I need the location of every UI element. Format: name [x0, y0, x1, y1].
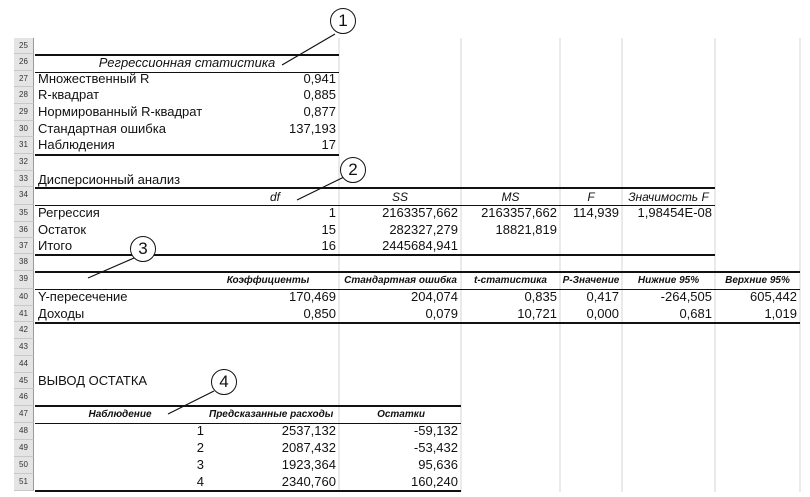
row-header[interactable]: 49 — [14, 440, 34, 457]
callout-4: 4 — [211, 369, 237, 395]
callout-3-leader — [88, 258, 134, 278]
regstat-label: Наблюдения — [38, 137, 115, 152]
resid-obs: 4 — [196, 474, 204, 489]
callout-3: 3 — [130, 236, 156, 262]
row-header[interactable]: 25 — [14, 38, 34, 54]
anova-ss: 2445684,941 — [382, 238, 458, 253]
anova-row-label: Регрессия — [38, 205, 100, 220]
coef-header: Нижние 95% — [637, 275, 700, 286]
regstat-value: 137,193 — [289, 121, 336, 136]
coef-value: 170,469 — [289, 289, 336, 304]
anova-header-ms: MS — [501, 190, 520, 204]
row-header[interactable]: 26 — [14, 54, 34, 71]
coef-value: 0,079 — [425, 306, 458, 321]
anova-row-label: Остаток — [38, 222, 87, 237]
resid-value: -59,132 — [413, 423, 458, 438]
row-header[interactable]: 31 — [14, 137, 34, 154]
resid-bottom-border — [35, 490, 461, 492]
regstat-label: R-квадрат — [38, 87, 100, 102]
callout-1: 1 — [330, 8, 356, 34]
regstat-title: Регрессионная статистика — [98, 55, 276, 70]
anova-ms: 18821,819 — [495, 222, 557, 237]
row-header[interactable]: 48 — [14, 423, 34, 440]
row-header[interactable]: 30 — [14, 121, 34, 137]
row-header[interactable]: 42 — [14, 322, 34, 339]
regstat-bottom-border — [35, 154, 339, 156]
coef-value: 0,850 — [303, 306, 336, 321]
row-header[interactable]: 27 — [14, 71, 34, 87]
coef-header: t-статистика — [474, 275, 547, 286]
row-header[interactable]: 50 — [14, 457, 34, 474]
resid-pred: 2340,760 — [281, 474, 336, 489]
coef-value: 0,417 — [586, 289, 619, 304]
resid-pred: 2087,432 — [281, 440, 336, 455]
resid-header: Наблюдение — [88, 409, 152, 420]
coef-header: Коэффициенты — [226, 275, 310, 286]
row-header[interactable]: 36 — [14, 222, 34, 238]
resid-pred: 1923,364 — [281, 457, 336, 472]
anova-ss: 282327,279 — [389, 222, 458, 237]
resid-title: ВЫВОД ОСТАТКА — [38, 373, 148, 388]
anova-ms: 2163357,662 — [481, 205, 557, 220]
coef-value: 0,835 — [524, 289, 557, 304]
row-header[interactable]: 41 — [14, 306, 34, 322]
resid-value: 160,240 — [411, 474, 458, 489]
resid-pred: 2537,132 — [281, 423, 336, 438]
row-header[interactable]: 39 — [14, 271, 34, 289]
regstat-label: Стандартная ошибка — [38, 121, 166, 136]
coef-value: 0,681 — [679, 306, 712, 321]
coef-header: P-Значение — [562, 275, 620, 286]
anova-header-f: F — [587, 190, 595, 204]
coef-header: Верхние 95% — [725, 275, 790, 286]
callout-2: 2 — [340, 157, 366, 183]
row-header[interactable]: 28 — [14, 87, 34, 104]
regstat-label: Множественный R — [38, 71, 150, 86]
anova-sig: 1,98454E-08 — [637, 205, 712, 220]
anova-row-label: Итого — [38, 238, 73, 253]
anova-ss: 2163357,662 — [382, 205, 458, 220]
anova-header-sig: Значимость F — [628, 190, 709, 204]
row-header[interactable]: 47 — [14, 406, 34, 423]
resid-header: Предсказанные расходы — [209, 409, 334, 420]
regstat-label: Нормированный R-квадрат — [38, 104, 203, 119]
row-header[interactable]: 46 — [14, 389, 34, 406]
coef-value: 605,442 — [750, 289, 797, 304]
resid-obs: 1 — [196, 423, 204, 438]
regstat-value: 17 — [321, 137, 336, 152]
anova-header-df: df — [269, 190, 280, 204]
coef-value: 204,074 — [411, 289, 458, 304]
row-header[interactable]: 32 — [14, 154, 34, 171]
regstat-value: 0,877 — [303, 104, 336, 119]
row-header[interactable]: 29 — [14, 104, 34, 121]
row-header[interactable]: 51 — [14, 474, 34, 491]
coef-value: 10,721 — [517, 306, 557, 321]
regstat-value: 0,885 — [303, 87, 336, 102]
coef-bottom-border — [35, 322, 800, 324]
resid-header: Остатки — [377, 409, 425, 420]
anova-f: 114,939 — [572, 205, 619, 220]
coef-row-label: Доходы — [38, 306, 85, 321]
anova-df: 1 — [328, 205, 336, 220]
coef-row-label: Y-пересечение — [38, 289, 128, 304]
row-header[interactable]: 34 — [14, 187, 34, 205]
coef-value: -264,505 — [660, 289, 712, 304]
regstat-value: 0,941 — [303, 71, 336, 86]
row-header[interactable]: 33 — [14, 171, 34, 187]
row-header[interactable]: 40 — [14, 289, 34, 306]
row-header[interactable]: 37 — [14, 238, 34, 254]
row-header[interactable]: 44 — [14, 356, 34, 373]
resid-obs: 3 — [196, 457, 204, 472]
resid-obs: 2 — [196, 440, 204, 455]
row-header[interactable]: 45 — [14, 373, 34, 389]
coef-value: 1,019 — [764, 306, 797, 321]
anova-df: 16 — [321, 238, 336, 253]
resid-value: 95,636 — [418, 457, 458, 472]
row-header[interactable]: 38 — [14, 254, 34, 271]
coef-header: Стандартная ошибка — [344, 275, 457, 286]
row-header[interactable]: 35 — [14, 205, 34, 222]
anova-header-ss: SS — [391, 190, 408, 204]
anova-df: 15 — [321, 222, 336, 237]
anova-title: Дисперсионный анализ — [38, 172, 181, 187]
coef-value: 0,000 — [586, 306, 619, 321]
row-header[interactable]: 43 — [14, 339, 34, 356]
resid-value: -53,432 — [413, 440, 458, 455]
